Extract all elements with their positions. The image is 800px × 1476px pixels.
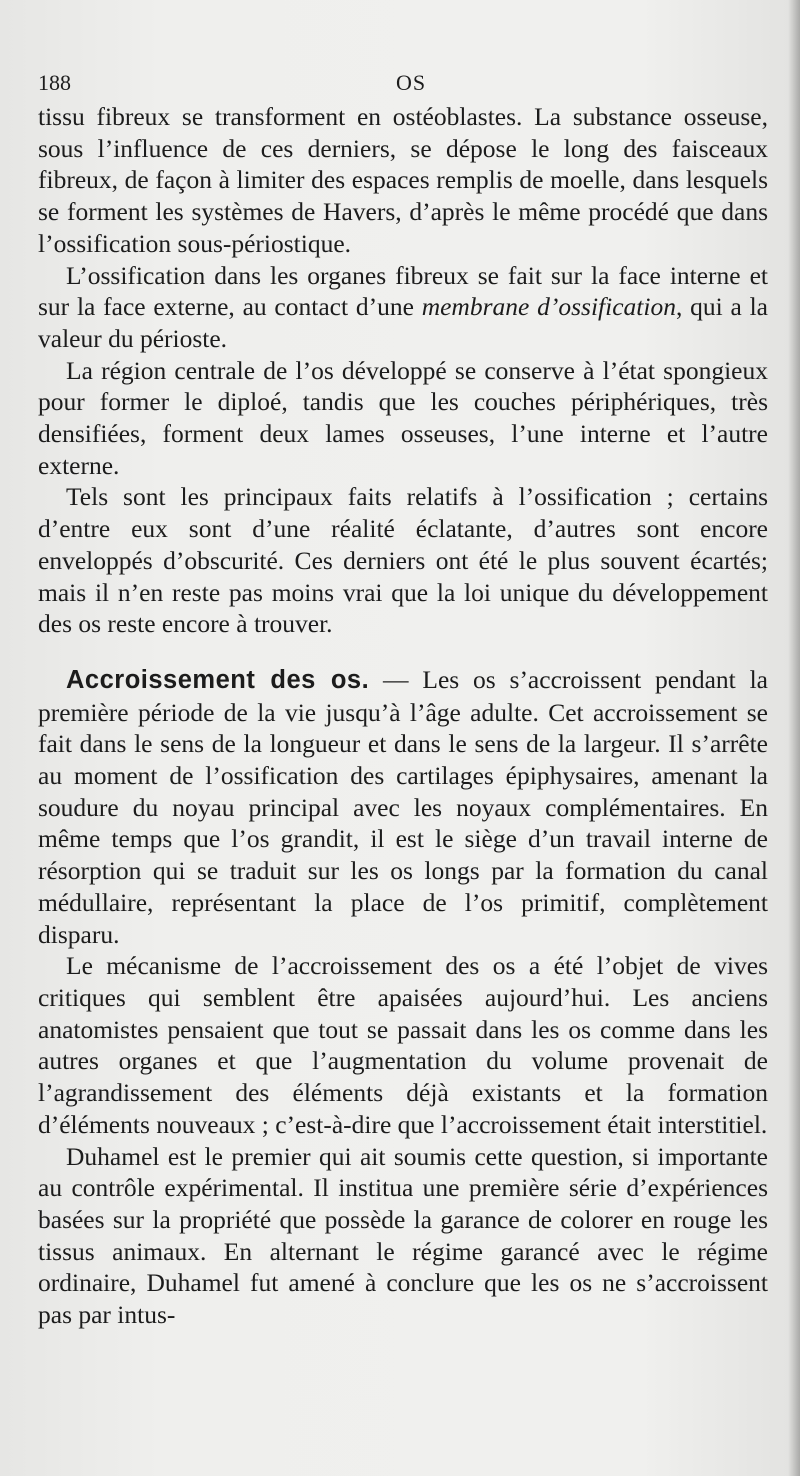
paragraph: La région centrale de l’os développé se conserve à l’état spongieux pour former le diploé, tandis que les couches périphériques, très densifiées, forment deux lames osseuses, l’une interne et l’autre externe. xyxy=(38,355,768,480)
paragraph-text: L’ossification dans les organes fibreux se fait sur la face interne et sur la face externe, au contact d’une xyxy=(38,260,768,322)
italic-term: membrane d’ossification xyxy=(421,292,676,322)
paragraph-text: , qui a la valeur du périoste. xyxy=(38,292,768,353)
paragraph: tissu fibreux se transforment en ostéoblastes. La substance osseuse, sous l’influence de ces derniers, se dépose le long des faisceaux fibreux, de façon à limiter des espaces remplis de moelle, dans lesquels se forment les systèmes de Havers, d’après le même procédé que dans l’ossification sous-périostique. xyxy=(38,102,768,258)
paragraph xyxy=(38,260,768,355)
section-gap xyxy=(38,640,768,664)
paragraph xyxy=(38,664,768,950)
page-number: 188 xyxy=(38,70,71,95)
running-head: OS xyxy=(396,70,427,95)
section-heading: Accroissement des os. xyxy=(66,665,370,694)
body-text xyxy=(38,101,768,1331)
page-header xyxy=(38,70,760,100)
paragraph: Le mécanisme de l’accroissement des os a été l’objet de vives critiques qui semblent être apaisées aujourd’hui. Les anciens anatomistes pensaient que tout se passait dans les os comme dans les autres organes et que l’augmentation du volume provenait de l’agrandissement des éléments déjà existants et la formation d’éléments nouveaux ; c’est-à-dire que l’accroissement était interstitiel. xyxy=(38,951,768,1139)
paragraph: Tels sont les principaux faits relatifs à l’ossification ; certains d’entre eux sont d’une réalité éclatante, d’autres sont encore enveloppés d’obscurité. Ces derniers ont été le plus souvent écartés; mais il n’en reste pas moins vrai que la loi unique du développement des os reste encore à trouver. xyxy=(38,482,768,639)
paragraph: Duhamel est le premier qui ait soumis cette question, si importante au contrôle expérimental. Il institua une première série d’expériences basées sur la propriété que possède la garance de colorer en rouge les tissus animaux. En alternant le régime garancé avec le régime ordinaire, Duhamel fut amené à conclure que les os ne s’accroissent pas par intus- xyxy=(38,1141,768,1330)
paragraph-text: — Les os s’accroissent pendant la première période de la vie jusqu’à l’âge adulte. Cet accroissement se fait dans le sens de la longueur et dans le sens de la largeur. Il s’arrête au moment de l’ossification des cartilages épiphysaires, amenant la soudure du noyau principal avec les noyaux complémentaires. En même temps que l’os grandit, il est le siège d’un travail interne de résorption qui se traduit sur les os longs par la formation du canal médullaire, représentant la place de l’os primitif, complètement disparu. xyxy=(38,664,768,949)
